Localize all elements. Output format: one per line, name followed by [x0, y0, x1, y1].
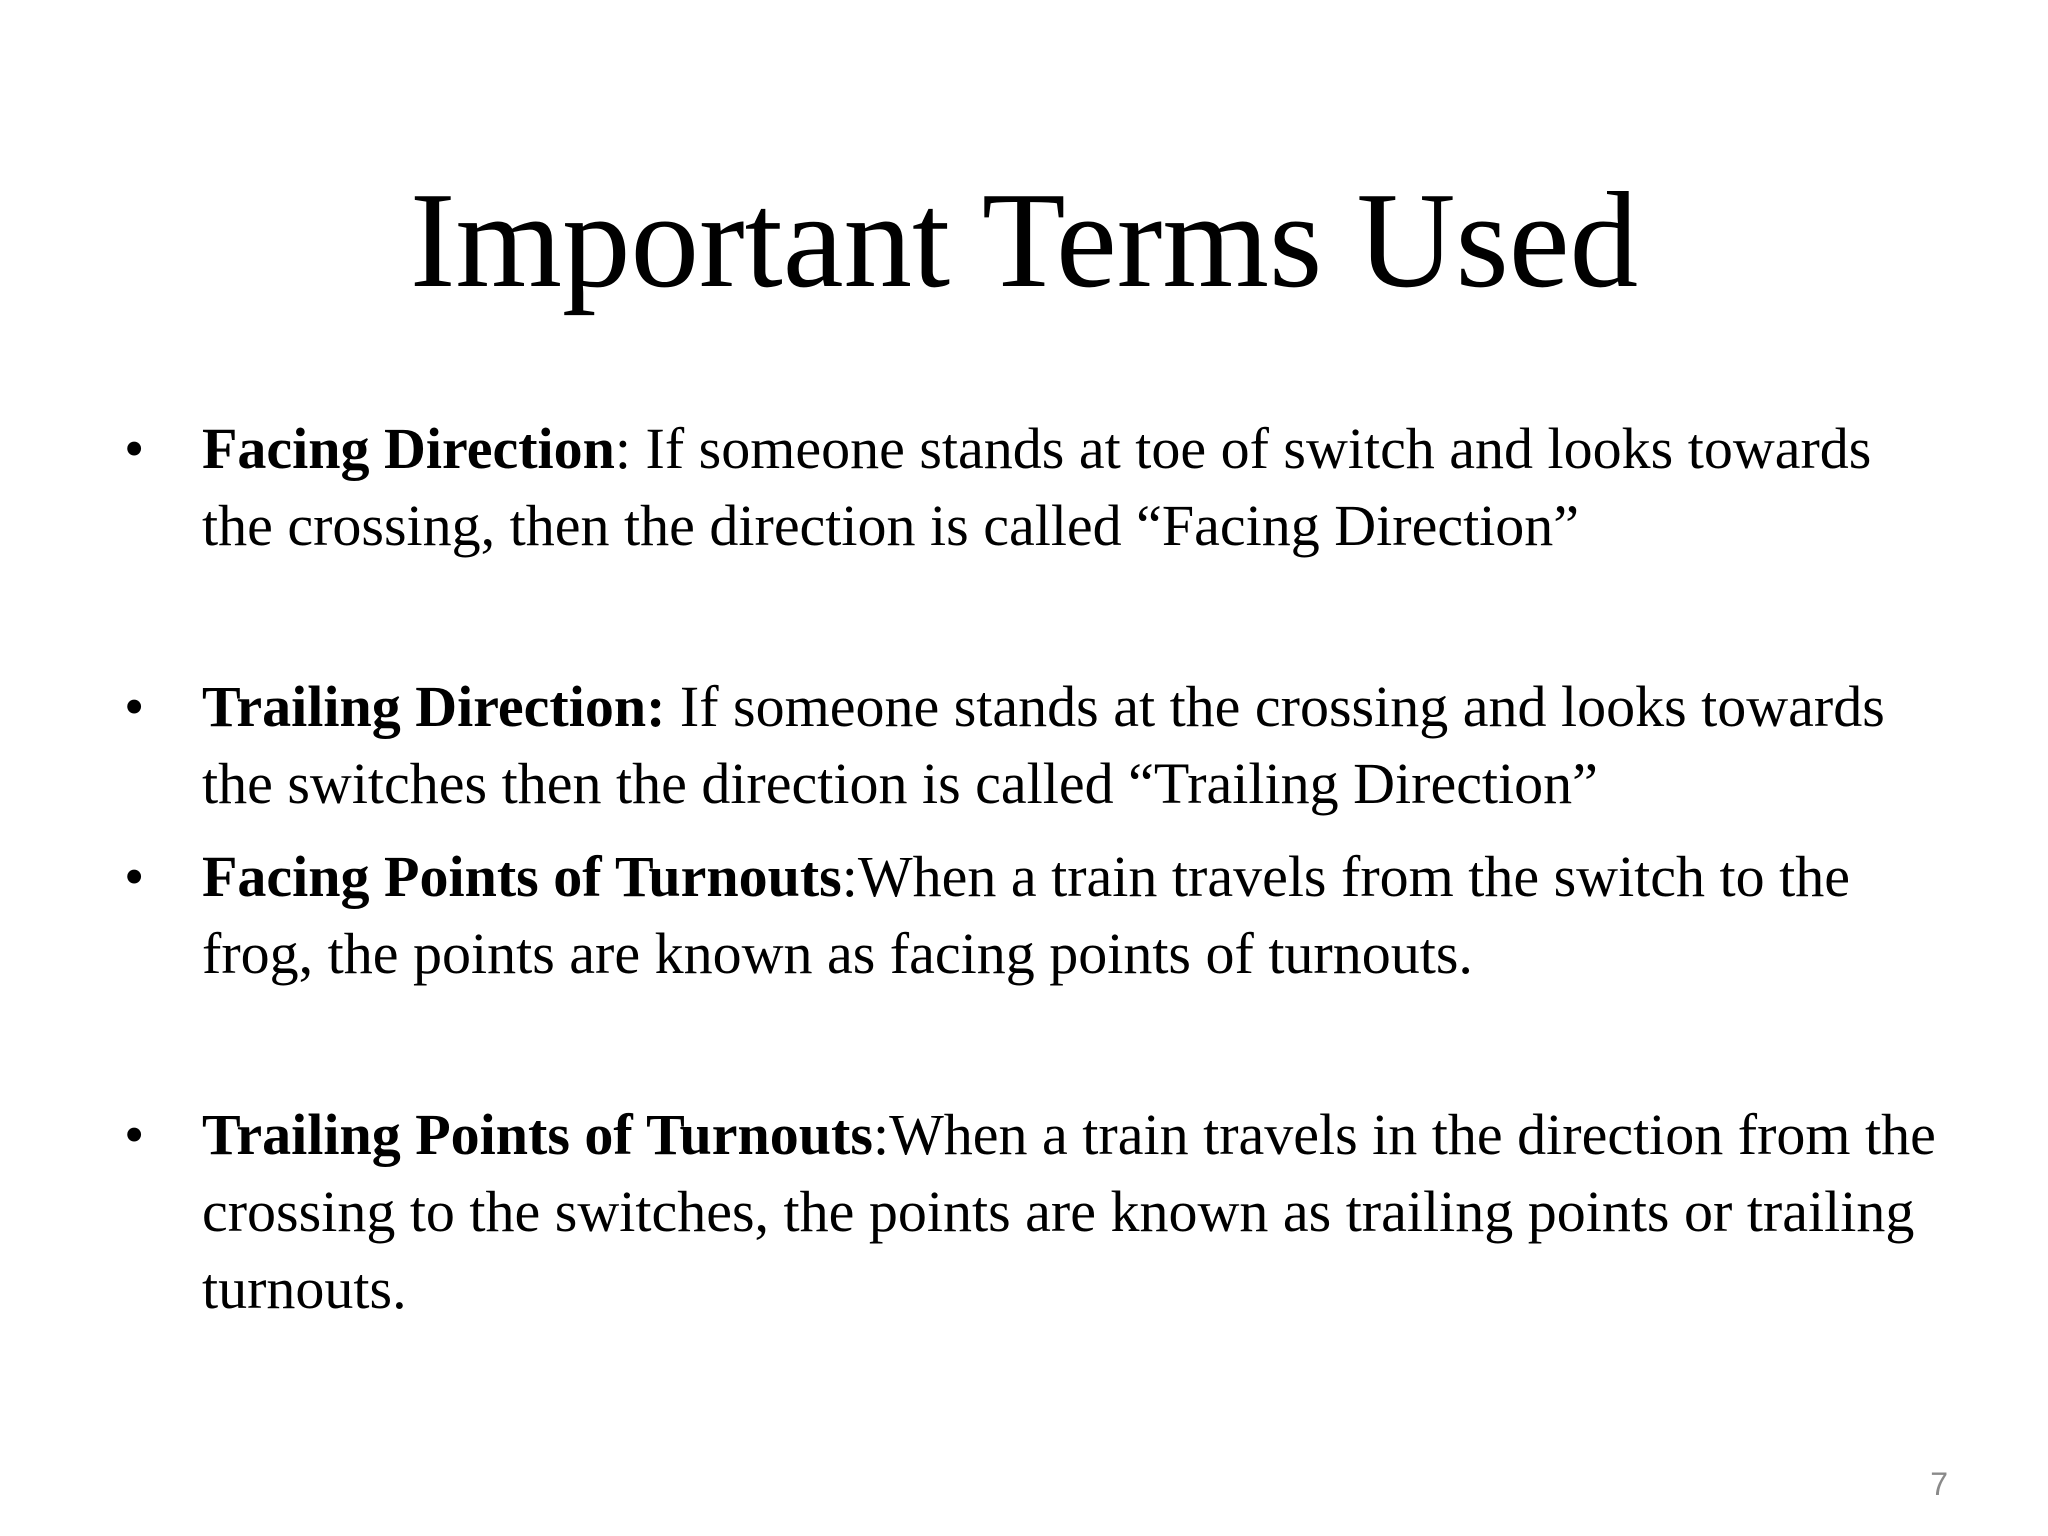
bullet-separator: : — [872, 1102, 890, 1167]
bullet-text — [202, 838, 1942, 992]
bullet-text — [202, 1096, 1942, 1327]
bullet-term: Facing Direction — [202, 416, 615, 481]
bullet-definition: If someone stands at toe of switch and looks towards the crossing, then the direction is called “Facing Direction” — [202, 416, 1872, 558]
bullet-text — [202, 410, 1942, 564]
bullet-term: Facing Points of Turnouts — [202, 844, 842, 909]
slide-title: Important Terms Used — [409, 164, 1639, 316]
bullet-icon: • — [124, 844, 145, 909]
bullet-definition: When a train travels in the direction from the crossing to the switches, the points are known as trailing points or trailing turnouts. — [202, 1102, 1936, 1321]
bullet-text — [202, 668, 1942, 822]
bullet-term: Trailing Direction: — [202, 674, 666, 739]
bullet-icon: • — [124, 674, 145, 739]
bullet-definition: If someone stands at the crossing and looks towards the switches then the direction is called “Trailing Direction” — [202, 674, 1885, 816]
bullet-icon: • — [124, 1102, 145, 1167]
page-number: 7 — [1930, 1466, 1948, 1502]
bullet-separator: : — [614, 416, 632, 481]
bullet-icon: • — [124, 416, 145, 481]
bullet-separator: : — [841, 844, 858, 909]
bullet-term: Trailing Points of Turnouts — [202, 1102, 873, 1167]
bullet-definition: When a train travels from the switch to the frog, the points are known as facing points of turnouts. — [202, 844, 1851, 986]
